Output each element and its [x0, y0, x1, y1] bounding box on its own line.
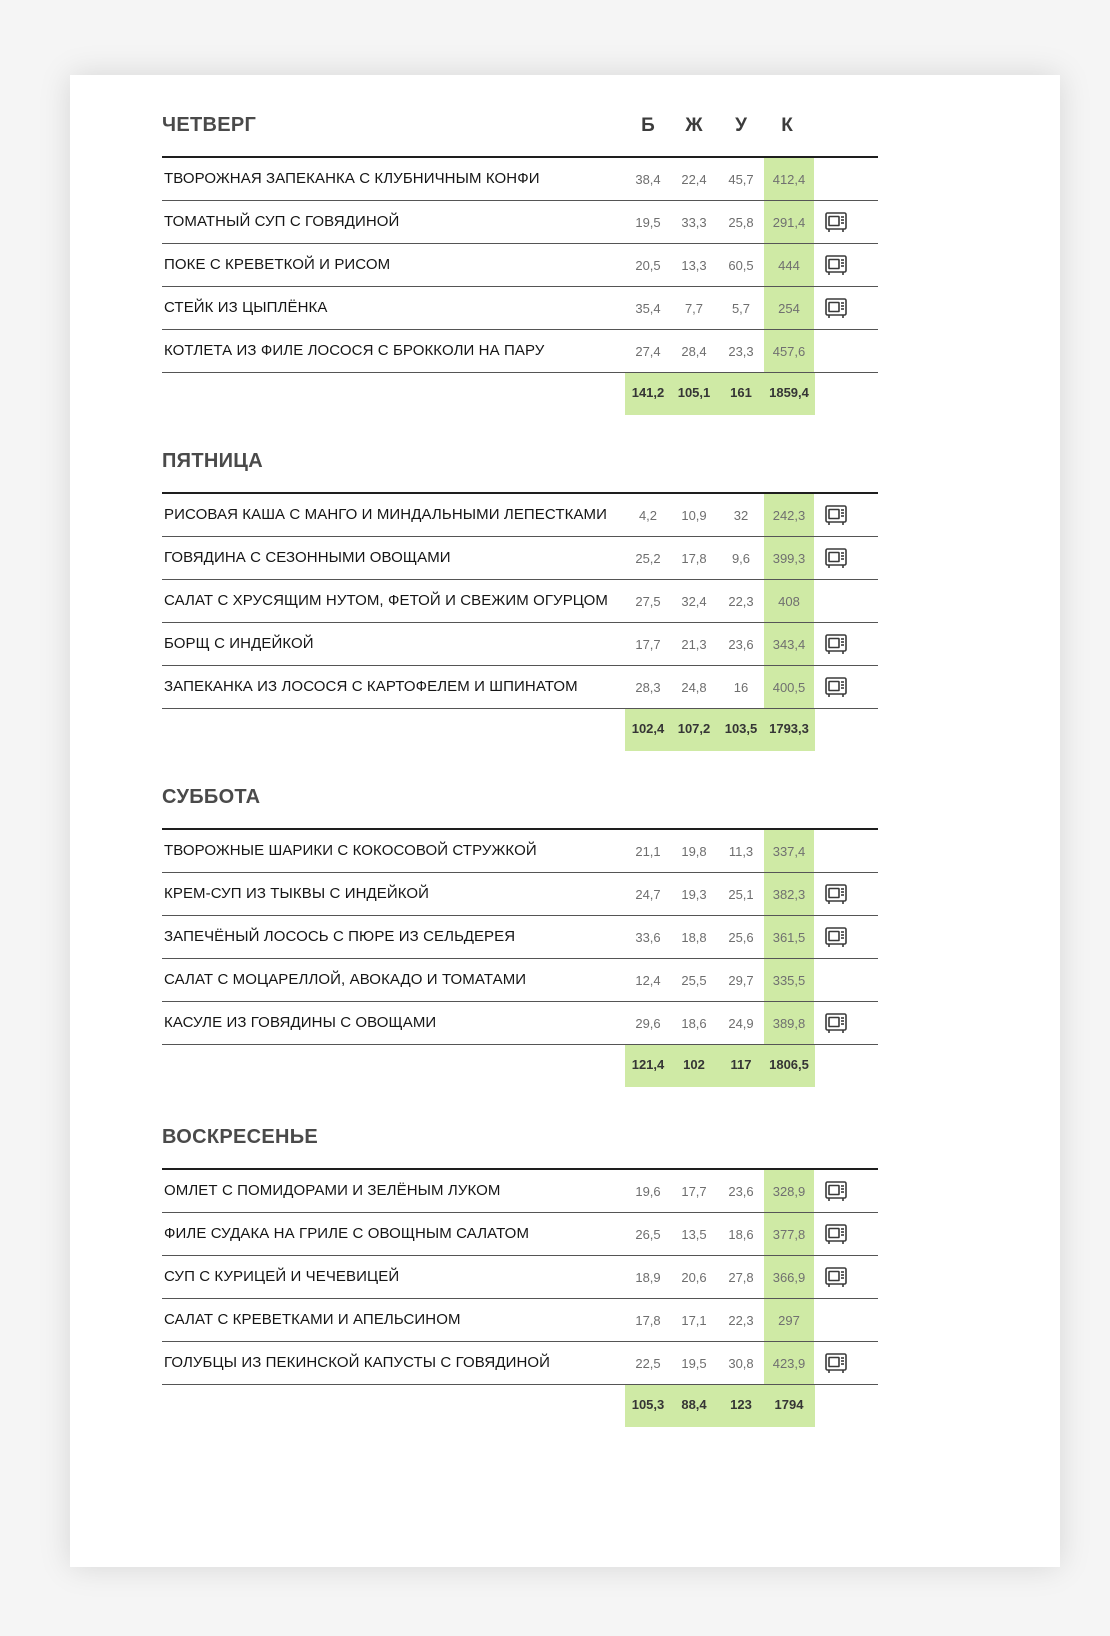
table-row [162, 873, 878, 916]
microwave-icon [824, 253, 848, 277]
kcal-cell: 377,8 [764, 1213, 814, 1255]
kcal-cell: 328,9 [764, 1170, 814, 1212]
day-title: СУББОТА [162, 786, 261, 808]
dish-name: ТВОРОЖНАЯ ЗАПЕКАНКА С КЛУБНИЧНЫМ КОНФИ [164, 170, 540, 187]
fat-cell: 18,6 [681, 1016, 707, 1031]
microwave-icon [824, 1265, 848, 1289]
dish-name: ГОВЯДИНА С СЕЗОННЫМИ ОВОЩАМИ [164, 549, 451, 566]
microwave-icon [824, 1011, 848, 1035]
total-protein: 121,4 [631, 1057, 665, 1072]
fat-cell: 20,6 [681, 1270, 707, 1285]
kcal-cell: 242,3 [764, 494, 814, 536]
table-row [162, 1002, 878, 1045]
kcal-cell: 335,5 [764, 959, 814, 1001]
dish-name: САЛАТ С МОЦАРЕЛЛОЙ, АВОКАДО И ТОМАТАМИ [164, 971, 527, 988]
fat-cell: 18,8 [681, 930, 707, 945]
kcal-cell: 412,4 [764, 158, 814, 200]
carbs-cell: 16 [733, 680, 749, 695]
carbs-cell: 23,6 [728, 1184, 754, 1199]
total-fat: 88,4 [681, 1397, 707, 1412]
table-row [162, 1256, 878, 1299]
column-header: Б [641, 115, 655, 136]
carbs-cell: 18,6 [728, 1227, 754, 1242]
section-header [162, 1090, 878, 1170]
carbs-cell: 29,7 [728, 973, 754, 988]
kcal-cell: 297 [764, 1299, 814, 1341]
protein-cell: 18,9 [635, 1270, 661, 1285]
table-row [162, 158, 878, 201]
carbs-cell: 60,5 [728, 258, 754, 273]
kcal-cell: 382,3 [764, 873, 814, 915]
table-row [162, 623, 878, 666]
fat-cell: 17,8 [681, 551, 707, 566]
protein-cell: 19,6 [635, 1184, 661, 1199]
dish-name: БОРЩ С ИНДЕЙКОЙ [164, 635, 314, 652]
fat-cell: 19,3 [681, 887, 707, 902]
dish-name: СТЕЙК ИЗ ЦЫПЛЁНКА [164, 299, 328, 316]
day-title: ЧЕТВЕРГ [162, 114, 257, 136]
day-section [162, 1090, 878, 1427]
day-section [162, 78, 878, 415]
microwave-icon [824, 1222, 848, 1246]
table-row [162, 1170, 878, 1213]
carbs-cell: 5,7 [731, 301, 751, 316]
fat-cell: 17,1 [681, 1313, 707, 1328]
fat-cell: 17,7 [681, 1184, 707, 1199]
microwave-icon [824, 925, 848, 949]
microwave-icon [824, 632, 848, 656]
fat-cell: 33,3 [681, 215, 707, 230]
table-row [162, 201, 878, 244]
table-row [162, 330, 878, 373]
total-protein: 102,4 [631, 721, 665, 736]
table-row [162, 1213, 878, 1256]
dish-name: РИСОВАЯ КАША С МАНГО И МИНДАЛЬНЫМИ ЛЕПЕСТКАМИ [164, 506, 608, 523]
total-fat: 102 [683, 1057, 705, 1072]
fat-cell: 25,5 [681, 973, 707, 988]
dish-name: ЗАПЕЧЁНЫЙ ЛОСОСЬ С ПЮРЕ ИЗ СЕЛЬДЕРЕЯ [164, 928, 516, 945]
carbs-cell: 45,7 [728, 172, 754, 187]
kcal-cell: 400,5 [764, 666, 814, 708]
dish-name: СУП С КУРИЦЕЙ И ЧЕЧЕВИЦЕЙ [164, 1268, 400, 1285]
dish-name: КОТЛЕТА ИЗ ФИЛЕ ЛОСОСЯ С БРОККОЛИ НА ПАРУ [164, 342, 545, 359]
kcal-cell: 408 [764, 580, 814, 622]
section-header [162, 750, 878, 830]
microwave-icon [824, 503, 848, 527]
dish-name: КАСУЛЕ ИЗ ГОВЯДИНЫ С ОВОЩАМИ [164, 1014, 437, 1031]
dish-name: ОМЛЕТ С ПОМИДОРАМИ И ЗЕЛЁНЫМ ЛУКОМ [164, 1182, 501, 1199]
microwave-icon [824, 296, 848, 320]
total-protein: 141,2 [631, 385, 665, 400]
kcal-cell: 444 [764, 244, 814, 286]
total-row [162, 1385, 878, 1427]
microwave-icon [824, 1351, 848, 1375]
fat-cell: 13,5 [681, 1227, 707, 1242]
kcal-cell: 399,3 [764, 537, 814, 579]
protein-cell: 26,5 [635, 1227, 661, 1242]
carbs-cell: 22,3 [728, 594, 754, 609]
kcal-cell: 337,4 [764, 830, 814, 872]
day-section [162, 414, 878, 751]
protein-cell: 29,6 [635, 1016, 661, 1031]
table-row [162, 494, 878, 537]
day-title: ВОСКРЕСЕНЬЕ [162, 1126, 319, 1148]
carbs-cell: 23,6 [728, 637, 754, 652]
total-kcal: 1793,3 [769, 721, 809, 736]
dish-name: ГОЛУБЦЫ ИЗ ПЕКИНСКОЙ КАПУСТЫ С ГОВЯДИНОЙ [164, 1354, 551, 1371]
protein-cell: 20,5 [635, 258, 661, 273]
kcal-cell: 457,6 [764, 330, 814, 372]
protein-cell: 38,4 [635, 172, 661, 187]
kcal-cell: 291,4 [764, 201, 814, 243]
fat-cell: 28,4 [681, 344, 707, 359]
carbs-cell: 24,9 [728, 1016, 754, 1031]
protein-cell: 25,2 [635, 551, 661, 566]
table-row [162, 287, 878, 330]
protein-cell: 28,3 [635, 680, 661, 695]
fat-cell: 19,5 [681, 1356, 707, 1371]
fat-cell: 21,3 [681, 637, 707, 652]
total-fat: 107,2 [677, 721, 711, 736]
total-row [162, 1045, 878, 1087]
total-carbs: 123 [730, 1397, 752, 1412]
total-carbs: 103,5 [724, 721, 758, 736]
fat-cell: 32,4 [681, 594, 707, 609]
protein-cell: 22,5 [635, 1356, 661, 1371]
protein-cell: 4,2 [638, 508, 658, 523]
table-row [162, 244, 878, 287]
microwave-icon [824, 675, 848, 699]
protein-cell: 24,7 [635, 887, 661, 902]
total-protein: 105,3 [631, 1397, 665, 1412]
kcal-cell: 343,4 [764, 623, 814, 665]
dish-name: КРЕМ-СУП ИЗ ТЫКВЫ С ИНДЕЙКОЙ [164, 885, 430, 902]
carbs-cell: 32 [733, 508, 749, 523]
section-header [162, 414, 878, 494]
table-row [162, 666, 878, 709]
carbs-cell: 11,3 [728, 844, 754, 859]
microwave-icon [824, 882, 848, 906]
carbs-cell: 25,6 [728, 930, 754, 945]
fat-cell: 22,4 [681, 172, 707, 187]
dish-name: САЛАТ С ХРУСЯЩИМ НУТОМ, ФЕТОЙ И СВЕЖИМ ОГУРЦОМ [164, 592, 609, 609]
microwave-icon [824, 546, 848, 570]
carbs-cell: 30,8 [728, 1356, 754, 1371]
fat-cell: 19,8 [681, 844, 707, 859]
carbs-cell: 9,6 [731, 551, 751, 566]
kcal-cell: 366,9 [764, 1256, 814, 1298]
column-header: Ж [685, 115, 703, 136]
total-kcal: 1794 [774, 1397, 804, 1412]
protein-cell: 21,1 [635, 844, 661, 859]
carbs-cell: 23,3 [728, 344, 754, 359]
fat-cell: 13,3 [681, 258, 707, 273]
column-header: К [781, 115, 793, 136]
kcal-cell: 423,9 [764, 1342, 814, 1384]
total-kcal: 1859,4 [769, 385, 809, 400]
table-row [162, 959, 878, 1002]
dish-name: ФИЛЕ СУДАКА НА ГРИЛЕ С ОВОЩНЫМ САЛАТОМ [164, 1225, 530, 1242]
table-row [162, 580, 878, 623]
microwave-icon [824, 1179, 848, 1203]
column-header: У [735, 115, 747, 136]
total-kcal: 1806,5 [769, 1057, 809, 1072]
dish-name: ТВОРОЖНЫЕ ШАРИКИ С КОКОСОВОЙ СТРУЖКОЙ [164, 842, 537, 859]
kcal-cell: 254 [764, 287, 814, 329]
carbs-cell: 25,8 [728, 215, 754, 230]
protein-cell: 17,8 [635, 1313, 661, 1328]
total-carbs: 117 [730, 1057, 752, 1072]
day-section [162, 750, 878, 1087]
protein-cell: 19,5 [635, 215, 661, 230]
carbs-cell: 27,8 [728, 1270, 754, 1285]
table-row [162, 1342, 878, 1385]
dish-name: ТОМАТНЫЙ СУП С ГОВЯДИНОЙ [164, 213, 400, 230]
protein-cell: 33,6 [635, 930, 661, 945]
dish-name: ЗАПЕКАНКА ИЗ ЛОСОСЯ С КАРТОФЕЛЕМ И ШПИНАТОМ [164, 678, 578, 695]
dish-name: ПОКЕ С КРЕВЕТКОЙ И РИСОМ [164, 256, 391, 273]
protein-cell: 17,7 [635, 637, 661, 652]
carbs-cell: 22,3 [728, 1313, 754, 1328]
fat-cell: 10,9 [681, 508, 707, 523]
protein-cell: 27,5 [635, 594, 661, 609]
total-fat: 105,1 [677, 385, 711, 400]
carbs-cell: 25,1 [728, 887, 754, 902]
total-row [162, 373, 878, 415]
table-row [162, 830, 878, 873]
table-row [162, 916, 878, 959]
table-row [162, 537, 878, 580]
kcal-cell: 361,5 [764, 916, 814, 958]
total-carbs: 161 [730, 385, 752, 400]
microwave-icon [824, 210, 848, 234]
fat-cell: 7,7 [684, 301, 704, 316]
total-row [162, 709, 878, 751]
section-header [162, 78, 878, 158]
fat-cell: 24,8 [681, 680, 707, 695]
kcal-cell: 389,8 [764, 1002, 814, 1044]
protein-cell: 27,4 [635, 344, 661, 359]
day-title: ПЯТНИЦА [162, 450, 263, 472]
protein-cell: 12,4 [635, 973, 661, 988]
dish-name: САЛАТ С КРЕВЕТКАМИ И АПЕЛЬСИНОМ [164, 1311, 461, 1328]
protein-cell: 35,4 [635, 301, 661, 316]
table-row [162, 1299, 878, 1342]
